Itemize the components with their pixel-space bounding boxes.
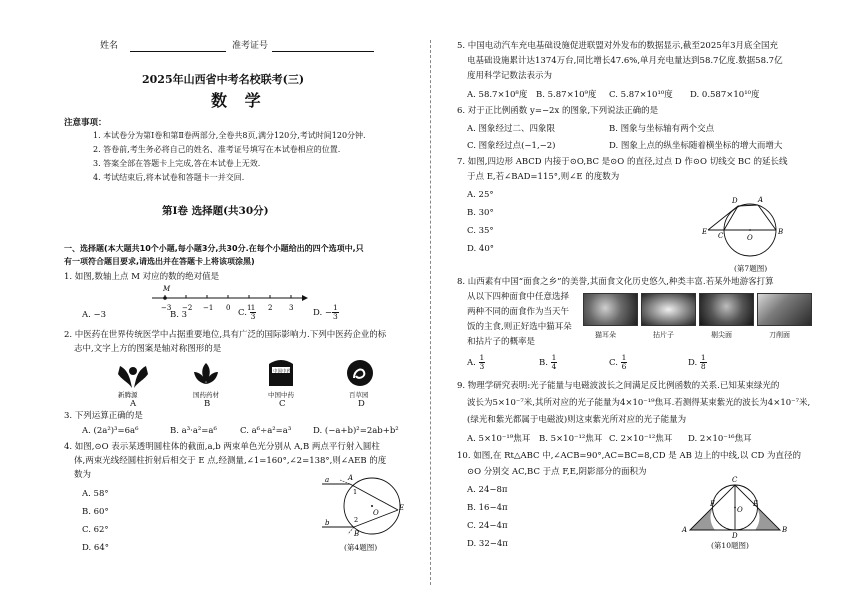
q7-option-b[interactable]: B. 30° bbox=[467, 208, 494, 218]
q2-option-a[interactable]: A bbox=[130, 399, 137, 409]
food-image-maoerduo bbox=[583, 293, 638, 326]
logo-a-icon bbox=[114, 362, 152, 392]
q5-option-b[interactable]: B. 5.87×10⁹度 bbox=[536, 90, 597, 100]
q2-option-c[interactable]: C bbox=[279, 399, 286, 409]
q9-stem: 波长为5×10⁻⁷米,其所对应的光子能量为4×10⁻¹⁹焦耳.若测得某束紫光的波长为4×10⁻⁷米, bbox=[467, 398, 811, 408]
q10-label-E: E bbox=[753, 500, 759, 508]
q4-stem: 数为 bbox=[74, 470, 92, 480]
paper-title: 2025年山西省中考名校联考(三) bbox=[142, 73, 305, 86]
q8-stem: 两种不同的面食作为当天午 bbox=[467, 307, 570, 317]
food-caption: 猫耳朵 bbox=[595, 331, 616, 339]
tick-label: −2 bbox=[182, 304, 193, 312]
q3-option-d[interactable]: D. (−a+b)²=2ab+b² bbox=[313, 426, 399, 436]
q6-stem: 6. 对于正比例函数 y=−2x 的图象,下列说法正确的是 bbox=[457, 106, 659, 116]
q4-label-E: E bbox=[399, 504, 405, 512]
q4-label-b: b bbox=[325, 519, 330, 527]
q10-option-c[interactable]: C. 24−4π bbox=[467, 521, 508, 531]
food-image-tijianmian bbox=[699, 293, 754, 326]
q10-label-O: O bbox=[737, 506, 743, 514]
q8-stem: 饭的主食,则正好选中猫耳朵 bbox=[467, 322, 572, 332]
q9-option-b[interactable]: B. 5×10⁻¹²焦耳 bbox=[539, 434, 603, 444]
tick-label: −3 bbox=[161, 304, 172, 312]
q5-stem: 度用科学记数法表示为 bbox=[467, 71, 553, 81]
name-blank[interactable] bbox=[130, 51, 226, 52]
exam-id-blank[interactable] bbox=[272, 51, 374, 52]
q1-option-c[interactable]: C. $\frac{1}{3}$ bbox=[238, 303, 256, 321]
notes-heading: 注意事项： bbox=[64, 118, 107, 128]
section-intro: 一、选择题(本大题共10个小题,每小题3分,共30分.在每个小题给出的四个选项中,只 bbox=[64, 244, 364, 253]
q3-option-a[interactable]: A. (2a²)³=6a⁶ bbox=[82, 426, 139, 436]
q7-label-A: A bbox=[758, 196, 764, 204]
logo-b-icon bbox=[191, 360, 221, 390]
q4-label-A: A bbox=[348, 474, 354, 482]
q3-option-b[interactable]: B. a³·a²=a⁶ bbox=[170, 426, 217, 436]
q1-stem: 1. 如图,数轴上点 M 对应的数的绝对值是 bbox=[64, 272, 220, 282]
logo-caption: 新腾源 bbox=[118, 391, 138, 399]
q2-option-b[interactable]: B bbox=[204, 399, 211, 409]
q5-option-c[interactable]: C. 5.87×10¹⁰度 bbox=[609, 90, 673, 100]
q8-option-c[interactable]: C. $\frac{1}{6}$ bbox=[609, 353, 627, 371]
q10-stem: ⊙O 分别交 AC,BC 于点 F,E,阴影部分的面积为 bbox=[467, 467, 647, 477]
q4-stem: 体,两束光线经圆柱折射后相交于 E 点,经测量,∠1=160°,∠2=138°,则∠AEB 的度 bbox=[74, 456, 387, 466]
name-label: 姓名 bbox=[100, 41, 119, 51]
q9-option-c[interactable]: C. 2×10⁻¹²焦耳 bbox=[609, 434, 673, 444]
q2-stem: 2. 中医药在世界传统医学中占据重要地位,具有广泛的国际影响力.下列中医药企业的标 bbox=[64, 330, 387, 340]
q7-figure bbox=[698, 190, 794, 262]
q10-option-a[interactable]: A. 24−8π bbox=[467, 485, 508, 495]
q7-option-c[interactable]: C. 35° bbox=[467, 226, 494, 236]
logo-c-text: 中国中药 bbox=[273, 369, 291, 375]
note-item: 4. 考试结束后,将本试卷和答题卡一并交回. bbox=[93, 173, 245, 182]
q7-label-D: D bbox=[732, 197, 738, 205]
q8-stem: 8. 山西素有中国“面食之乡”的美誉,其面食文化历史悠久,种类丰富.若某外地游客打算 bbox=[457, 277, 774, 287]
q6-option-d[interactable]: D. 图象上点的纵坐标随着横坐标的增大而增大 bbox=[609, 141, 783, 151]
q3-stem: 3. 下列运算正确的是 bbox=[64, 411, 143, 421]
logo-c-icon bbox=[266, 358, 296, 388]
q4-caption: (第4题图) bbox=[344, 543, 378, 552]
q10-label-F: F bbox=[710, 500, 715, 508]
food-caption: 剔尖面 bbox=[711, 331, 732, 339]
tick-label: 1 bbox=[247, 304, 252, 312]
note-item: 2. 答卷前,考生务必将自己的姓名、准考证号填写在本试卷相应的位置. bbox=[93, 145, 341, 154]
q2-stem: 志中,文字上方的图案是轴对称图形的是 bbox=[74, 344, 222, 354]
q1-option-d[interactable]: D. − $\frac{1}{3}$ bbox=[313, 303, 338, 321]
q4-option-d[interactable]: D. 64° bbox=[82, 543, 109, 553]
q4-angle-2: 2 bbox=[354, 516, 359, 524]
q1-option-b[interactable]: B. 3 bbox=[170, 310, 188, 320]
q10-label-A: A bbox=[682, 526, 688, 534]
q9-option-a[interactable]: A. 5×10⁻¹⁹焦耳 bbox=[467, 434, 531, 444]
subject-title: 数 学 bbox=[211, 91, 267, 110]
logo-d-icon bbox=[344, 358, 376, 388]
q5-stem: 电基础设施累计达1374万台,同比增长47.6%,单月充电量达到58.7亿度.数据58.7亿 bbox=[467, 56, 783, 66]
q7-label-E: E bbox=[702, 228, 708, 236]
q9-option-d[interactable]: D. 2×10⁻¹⁶焦耳 bbox=[688, 434, 752, 444]
q4-angle-1: 1 bbox=[353, 488, 358, 496]
q7-caption: (第7题图) bbox=[734, 264, 768, 273]
q9-stem: (绿光和紫光都属于电磁波)则这束紫光所对应的光子能量为 bbox=[467, 415, 687, 425]
q7-stem: 于点 E,若∠BAD=115°,则∠E 的度数为 bbox=[467, 172, 620, 182]
q10-stem: 10. 如图,在 Rt△ABC 中,∠ACB=90°,AC=BC=8,CD 是 AB 边上的中线,以 CD 为直径的 bbox=[457, 451, 801, 461]
q8-option-d[interactable]: D. $\frac{1}{8}$ bbox=[688, 353, 706, 371]
point-m bbox=[163, 296, 167, 300]
note-item: 3. 答案全部在答题卡上完成,答在本试卷上无效. bbox=[93, 159, 261, 168]
q8-stem: 从以下四种面食中任意选择 bbox=[467, 292, 570, 302]
tick-label: 0 bbox=[226, 304, 231, 312]
q8-stem: 和拈片子的概率是 bbox=[467, 337, 536, 347]
tick-label: 2 bbox=[268, 304, 273, 312]
q8-option-a[interactable]: A. $\frac{1}{3}$ bbox=[467, 353, 485, 371]
q10-figure bbox=[680, 472, 790, 538]
q7-option-d[interactable]: D. 40° bbox=[467, 244, 494, 254]
q5-stem: 5. 中国电动汽车充电基础设施促进联盟对外发布的数据显示,截至2025年3月底全国充 bbox=[457, 41, 779, 51]
q7-label-O: O bbox=[747, 234, 753, 242]
tick-label: −1 bbox=[203, 304, 214, 312]
q7-label-C: C bbox=[718, 232, 724, 240]
logo-caption: 中国中药 bbox=[268, 391, 294, 399]
q5-option-a[interactable]: A. 58.7×10⁸度 bbox=[467, 90, 528, 100]
exam-id-label: 准考证号 bbox=[232, 41, 269, 51]
logo-caption: 国药药材 bbox=[193, 391, 219, 399]
column-divider bbox=[430, 40, 431, 585]
q10-caption: (第10题图) bbox=[711, 541, 749, 550]
q1-option-a[interactable]: A. −3 bbox=[82, 310, 107, 320]
q6-option-b[interactable]: B. 图象与坐标轴有两个交点 bbox=[609, 124, 715, 134]
q4-label-B: B bbox=[354, 530, 360, 538]
q2-option-d[interactable]: D bbox=[358, 399, 365, 409]
q1-number-line bbox=[150, 283, 310, 313]
q4-option-b[interactable]: B. 60° bbox=[82, 507, 109, 517]
q10-option-d[interactable]: D. 32−4π bbox=[467, 539, 508, 549]
point-m-label: M bbox=[163, 285, 171, 293]
tick-label: 3 bbox=[289, 304, 294, 312]
q7-stem: 7. 如图,四边形 ABCD 内接于⊙O,BC 是⊙O 的直径,过点 D 作⊙O 切线交 BC 的延长线 bbox=[457, 157, 788, 167]
q7-option-a[interactable]: A. 25° bbox=[467, 190, 494, 200]
food-caption: 刀削面 bbox=[769, 331, 790, 339]
q7-label-B: B bbox=[778, 228, 784, 236]
q4-figure bbox=[318, 472, 410, 542]
q4-stem: 4. 如图,⊙O 表示某透明圆柱体的截面,a,b 两束单色光分别从 A,B 两点平行射入圆柱 bbox=[64, 442, 380, 452]
food-caption: 拈片子 bbox=[653, 331, 674, 339]
food-image-nianpianzi bbox=[641, 293, 696, 326]
q4-label-O: O bbox=[373, 509, 379, 517]
section-title: 第Ⅰ卷 选择题(共30分) bbox=[162, 205, 269, 217]
q10-label-D: D bbox=[732, 532, 738, 538]
q6-option-c[interactable]: C. 图象经过点(−1,−2) bbox=[467, 141, 556, 151]
q4-option-a[interactable]: A. 58° bbox=[82, 489, 109, 499]
q6-option-a[interactable]: A. 图象经过二、四象限 bbox=[467, 124, 556, 134]
q9-stem: 9. 物理学研究表明:光子能量与电磁波波长之间满足反比例函数的关系.已知某束绿光的 bbox=[457, 381, 780, 391]
logo-caption: 百草园 bbox=[349, 391, 369, 399]
q10-label-B: B bbox=[782, 526, 788, 534]
q10-option-b[interactable]: B. 16−4π bbox=[467, 503, 508, 513]
q10-label-C: C bbox=[732, 476, 738, 484]
q4-option-c[interactable]: C. 62° bbox=[82, 525, 109, 535]
q4-label-a: a bbox=[325, 476, 330, 484]
section-intro: 有一项符合题目要求,请选出并在答题卡上将该项涂黑) bbox=[64, 257, 255, 266]
q8-option-b[interactable]: B. $\frac{1}{4}$ bbox=[539, 353, 557, 371]
food-image-daoxiaomian bbox=[757, 293, 812, 326]
q5-option-d[interactable]: D. 0.587×10¹⁰度 bbox=[690, 90, 760, 100]
note-item: 1. 本试卷分为第Ⅰ卷和第Ⅱ卷两部分,全卷共8页,满分120分,考试时间120分钟. bbox=[93, 131, 366, 140]
q3-option-c[interactable]: C. a⁶÷a²=a³ bbox=[240, 426, 292, 436]
